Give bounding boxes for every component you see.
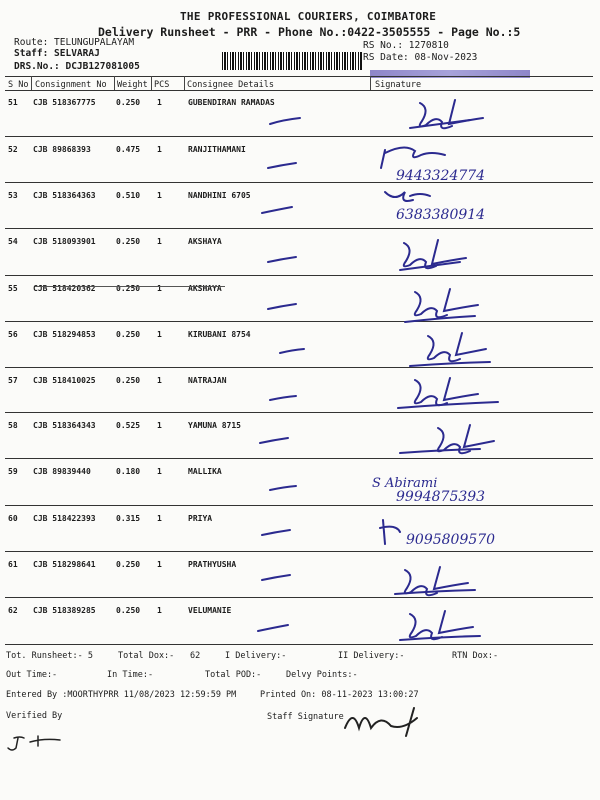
row-consignment: CJB 518410025 bbox=[33, 376, 96, 385]
row-weight: 0.250 bbox=[116, 330, 141, 339]
row-pcs: 1 bbox=[157, 560, 162, 569]
row-pcs: 1 bbox=[157, 514, 162, 523]
row-weight: 0.250 bbox=[116, 606, 141, 615]
signature-scribble bbox=[381, 147, 445, 168]
col-header-sno: S No bbox=[8, 80, 29, 90]
staff-signature-scribble bbox=[345, 708, 417, 736]
i-delivery: I Delivery:- bbox=[225, 651, 287, 661]
col-header-pcs: PCS bbox=[154, 80, 170, 90]
row-consignee: GUBENDIRAN RAMADAS bbox=[188, 98, 275, 107]
row-pcs: 1 bbox=[157, 237, 162, 246]
row-consignment: CJB 89868393 bbox=[33, 145, 91, 154]
tick-mark bbox=[270, 486, 296, 490]
row-sno: 51 bbox=[8, 98, 18, 107]
total-dox-label: Total Dox:- bbox=[118, 651, 175, 661]
row-weight: 0.510 bbox=[116, 191, 141, 200]
signature-scribble bbox=[404, 240, 466, 268]
row-sno: 58 bbox=[8, 421, 18, 430]
row-consignment: CJB 518294853 bbox=[33, 330, 96, 339]
row-pcs: 1 bbox=[157, 606, 162, 615]
row-pcs: 1 bbox=[157, 191, 162, 200]
runsheet-title: Delivery Runsheet - PRR - Phone No.:0422-3505555 - Page No.:5 bbox=[98, 25, 521, 39]
row-consignee: KIRUBANI 8754 bbox=[188, 330, 251, 339]
row-consignee: NANDHINI 6705 bbox=[188, 191, 251, 200]
staff-signature-label: Staff Signature bbox=[267, 712, 344, 722]
entered-by: Entered By :MOORTHYPRR 11/08/2023 12:59:59 PM bbox=[6, 690, 237, 700]
signature-scribble bbox=[420, 100, 483, 128]
out-time: Out Time:- bbox=[6, 670, 58, 680]
rs-date: RS Date: 08-Nov-2023 bbox=[363, 52, 478, 63]
row-consignment: CJB 518422393 bbox=[33, 514, 96, 523]
ii-delivery: II Delivery:- bbox=[338, 651, 405, 661]
row-weight: 0.250 bbox=[116, 284, 141, 293]
row-pcs: 1 bbox=[157, 330, 162, 339]
row-pcs: 1 bbox=[157, 145, 162, 154]
signature-scribble bbox=[385, 192, 430, 201]
handwritten-phone: 9994875393 bbox=[396, 489, 486, 505]
row-consignee: VELUMANIE bbox=[188, 606, 232, 615]
signature-scribble bbox=[415, 289, 478, 317]
row-weight: 0.250 bbox=[116, 98, 141, 107]
row-weight: 0.525 bbox=[116, 421, 141, 430]
printed-on: Printed On: 08-11-2023 13:00:27 bbox=[260, 690, 419, 700]
signature-underline bbox=[398, 402, 498, 408]
handwritten-phone: 9095809570 bbox=[406, 532, 496, 548]
row-consignee: NATRAJAN bbox=[188, 376, 227, 385]
row-sno: 52 bbox=[8, 145, 18, 154]
row-consignee: PRIYA bbox=[188, 514, 213, 523]
handwritten-name: S Abirami bbox=[372, 476, 438, 491]
row-sno: 61 bbox=[8, 560, 18, 569]
tick-mark bbox=[260, 438, 288, 443]
row-pcs: 1 bbox=[157, 421, 162, 430]
row-sno: 62 bbox=[8, 606, 18, 615]
row-pcs: 1 bbox=[157, 467, 162, 476]
row-consignment: CJB 518420362 bbox=[33, 284, 96, 293]
row-sno: 53 bbox=[8, 191, 18, 200]
row-sno: 55 bbox=[8, 284, 18, 293]
tick-mark bbox=[270, 396, 296, 400]
row-pcs: 1 bbox=[157, 98, 162, 107]
signature-scribble bbox=[380, 520, 400, 544]
tick-mark bbox=[270, 118, 300, 124]
tick-mark bbox=[268, 304, 296, 309]
row-consignee: RANJITHAMANI bbox=[188, 145, 246, 154]
company-name: THE PROFESSIONAL COURIERS, COIMBATORE bbox=[180, 10, 437, 23]
row-pcs: 1 bbox=[157, 376, 162, 385]
row-consignment: CJB 518367775 bbox=[33, 98, 96, 107]
tot-runsheet: Tot. Runsheet:- 5 bbox=[6, 651, 93, 661]
row-consignee: AKSHAYA bbox=[188, 237, 222, 246]
row-weight: 0.250 bbox=[116, 376, 141, 385]
signature-scribble bbox=[410, 611, 473, 639]
row-consignee: YAMUNA 8715 bbox=[188, 421, 241, 430]
tick-mark bbox=[268, 257, 296, 262]
row-consignee: MALLIKA bbox=[188, 467, 222, 476]
drs-number: DRS.No.: DCJB127081005 bbox=[14, 61, 140, 72]
delvy-points: Delvy Points:- bbox=[286, 670, 358, 680]
row-consignment: CJB 518364343 bbox=[33, 421, 96, 430]
row-weight: 0.250 bbox=[116, 560, 141, 569]
rtn-dox: RTN Dox:- bbox=[452, 651, 499, 661]
row-weight: 0.180 bbox=[116, 467, 141, 476]
row-weight: 0.475 bbox=[116, 145, 141, 154]
col-header-consignment: Consignment No bbox=[35, 80, 107, 90]
rs-number: RS No.: 1270810 bbox=[363, 40, 449, 51]
signature-scribble bbox=[415, 378, 478, 405]
row-sno: 57 bbox=[8, 376, 18, 385]
col-header-weight: Weight bbox=[117, 80, 148, 90]
handwritten-phone: 9443324774 bbox=[396, 168, 486, 184]
total-dox-value: 62 bbox=[190, 651, 201, 661]
col-header-consignee: Consignee Details bbox=[187, 80, 274, 90]
in-time: In Time:- bbox=[107, 670, 154, 680]
handwritten-phone: 6383380914 bbox=[396, 207, 486, 223]
row-sno: 60 bbox=[8, 514, 18, 523]
staff-label: Staff: SELVARAJ bbox=[14, 48, 100, 59]
row-consignment: CJB 518093901 bbox=[33, 237, 96, 246]
route-label: Route: TELUNGUPALAYAM bbox=[14, 37, 135, 48]
tick-mark bbox=[258, 625, 288, 631]
tick-mark bbox=[268, 163, 296, 168]
tick-mark bbox=[262, 530, 290, 535]
row-sno: 56 bbox=[8, 330, 18, 339]
tick-mark bbox=[280, 349, 304, 353]
verifier-signature-scribble bbox=[8, 736, 60, 750]
row-weight: 0.250 bbox=[116, 237, 141, 246]
total-pod: Total POD:- bbox=[205, 670, 262, 680]
row-weight: 0.315 bbox=[116, 514, 141, 523]
row-consignment: CJB 518298641 bbox=[33, 560, 96, 569]
signature-scribble bbox=[428, 333, 486, 361]
row-consignee: PRATHYUSHA bbox=[188, 560, 237, 569]
row-consignment: CJB 518364363 bbox=[33, 191, 96, 200]
tick-mark bbox=[262, 575, 290, 580]
col-header-signature: Signature bbox=[375, 80, 422, 90]
row-sno: 59 bbox=[8, 467, 18, 476]
signature-underline bbox=[410, 362, 490, 366]
row-pcs: 1 bbox=[157, 284, 162, 293]
row-consignment: CJB 89839440 bbox=[33, 467, 91, 476]
row-consignment: CJB 518389285 bbox=[33, 606, 96, 615]
row-consignee: AKSHAYA bbox=[188, 284, 222, 293]
tick-mark bbox=[262, 207, 292, 213]
row-sno: 54 bbox=[8, 237, 18, 246]
verified-by: Verified By bbox=[6, 711, 63, 721]
